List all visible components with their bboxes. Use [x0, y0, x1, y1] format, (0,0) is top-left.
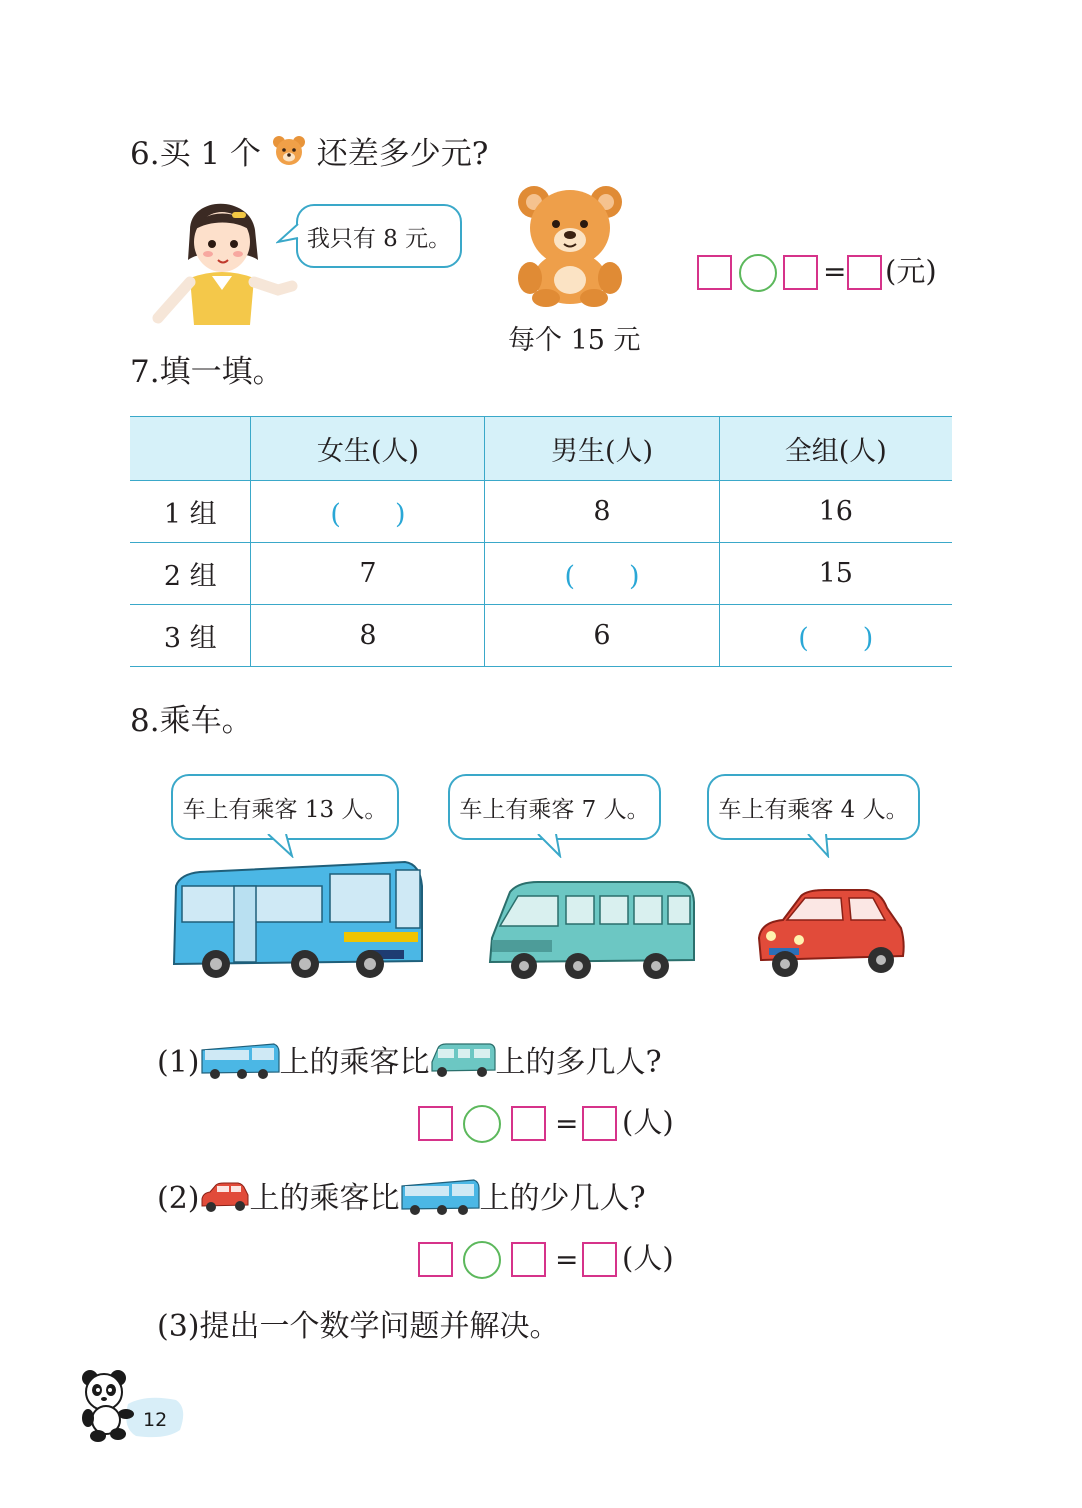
bus-small-icon	[400, 1176, 480, 1216]
bubble-text: 车上有乘客 7 人。	[459, 796, 650, 823]
sub-question-3: (3)提出一个数学问题并解决。	[157, 1309, 560, 1344]
operator-circle[interactable]	[739, 254, 777, 292]
q6-title	[130, 134, 488, 170]
answer-box[interactable]	[697, 255, 732, 290]
girl-speech-bubble	[296, 204, 462, 268]
answer-box[interactable]	[582, 1242, 617, 1277]
bus-speech-bubble	[171, 774, 399, 840]
table-header: 男生(人)	[485, 417, 719, 481]
bubble-tail	[806, 834, 836, 858]
unit-label: (人)	[622, 1105, 674, 1139]
group-cell: 3 组	[130, 605, 251, 667]
blank-cell[interactable]: ( )	[251, 481, 485, 543]
girl-speech-text: 我只有 8 元。	[306, 225, 452, 252]
unit-label: (元)	[885, 254, 937, 288]
table-header: 全组(人)	[719, 417, 952, 481]
sub-question-2	[157, 1176, 646, 1216]
car-icon	[755, 886, 907, 981]
bear-price: 每个 15 元	[508, 325, 641, 356]
group-cell: 1 组	[130, 481, 251, 543]
unit-label: (人)	[622, 1241, 674, 1275]
operator-circle[interactable]	[463, 1241, 501, 1279]
bear-icon	[510, 178, 630, 308]
sub-number: (1)	[157, 1045, 200, 1080]
fill-table	[130, 416, 952, 667]
value-cell: 15	[719, 543, 952, 605]
panda-icon	[76, 1368, 188, 1444]
bubble-tail	[536, 834, 566, 858]
answer-box[interactable]	[418, 1242, 453, 1277]
value-cell: 6	[485, 605, 719, 667]
equals-sign: =	[555, 1243, 579, 1276]
answer-box[interactable]	[847, 255, 882, 290]
value-cell: 8	[251, 605, 485, 667]
table-row	[130, 543, 952, 605]
van-icon	[488, 878, 698, 983]
q7-title: 7.填一填。	[130, 354, 284, 390]
answer-box[interactable]	[511, 1242, 546, 1277]
bus-small-icon	[200, 1040, 280, 1080]
answer-box[interactable]	[783, 255, 818, 290]
girl-illustration	[150, 190, 300, 330]
car-small-icon	[200, 1181, 250, 1213]
table-header	[130, 417, 251, 481]
page-number: 12	[143, 1409, 168, 1431]
bus-icon	[170, 856, 425, 981]
q8-title: 8.乘车。	[130, 703, 253, 739]
value-cell: 8	[485, 481, 719, 543]
sub-text: 上的乘客比	[279, 1045, 430, 1080]
van-small-icon	[430, 1042, 496, 1078]
table-header: 女生(人)	[251, 417, 485, 481]
table-row	[130, 481, 952, 543]
answer-box[interactable]	[582, 1106, 617, 1141]
sub-number: (2)	[157, 1181, 200, 1216]
q6-title-prefix: 6.买 1 个	[130, 136, 262, 172]
sub-text: 上的多几人?	[495, 1045, 662, 1080]
van-speech-bubble	[448, 774, 661, 840]
group-cell: 2 组	[130, 543, 251, 605]
operator-circle[interactable]	[463, 1105, 501, 1143]
bubble-tail	[276, 222, 300, 246]
equals-sign: =	[823, 255, 847, 288]
bubble-tail	[266, 834, 296, 858]
answer-box[interactable]	[511, 1106, 546, 1141]
sub-text: 上的少几人?	[479, 1181, 646, 1216]
blank-cell[interactable]: ( )	[719, 605, 952, 667]
value-cell: 16	[719, 481, 952, 543]
q6-title-suffix: 还差多少元?	[316, 136, 489, 172]
blank-cell[interactable]: ( )	[485, 543, 719, 605]
table-header-row	[130, 417, 952, 481]
car-speech-bubble	[707, 774, 920, 840]
equals-sign: =	[555, 1107, 579, 1140]
bear-small-icon	[271, 134, 307, 170]
bubble-text: 车上有乘客 4 人。	[718, 796, 909, 823]
value-cell: 7	[251, 543, 485, 605]
sub-text: 上的乘客比	[249, 1181, 400, 1216]
table-row	[130, 605, 952, 667]
bubble-text: 车上有乘客 13 人。	[182, 796, 388, 823]
answer-box[interactable]	[418, 1106, 453, 1141]
sub-question-1	[157, 1040, 662, 1080]
